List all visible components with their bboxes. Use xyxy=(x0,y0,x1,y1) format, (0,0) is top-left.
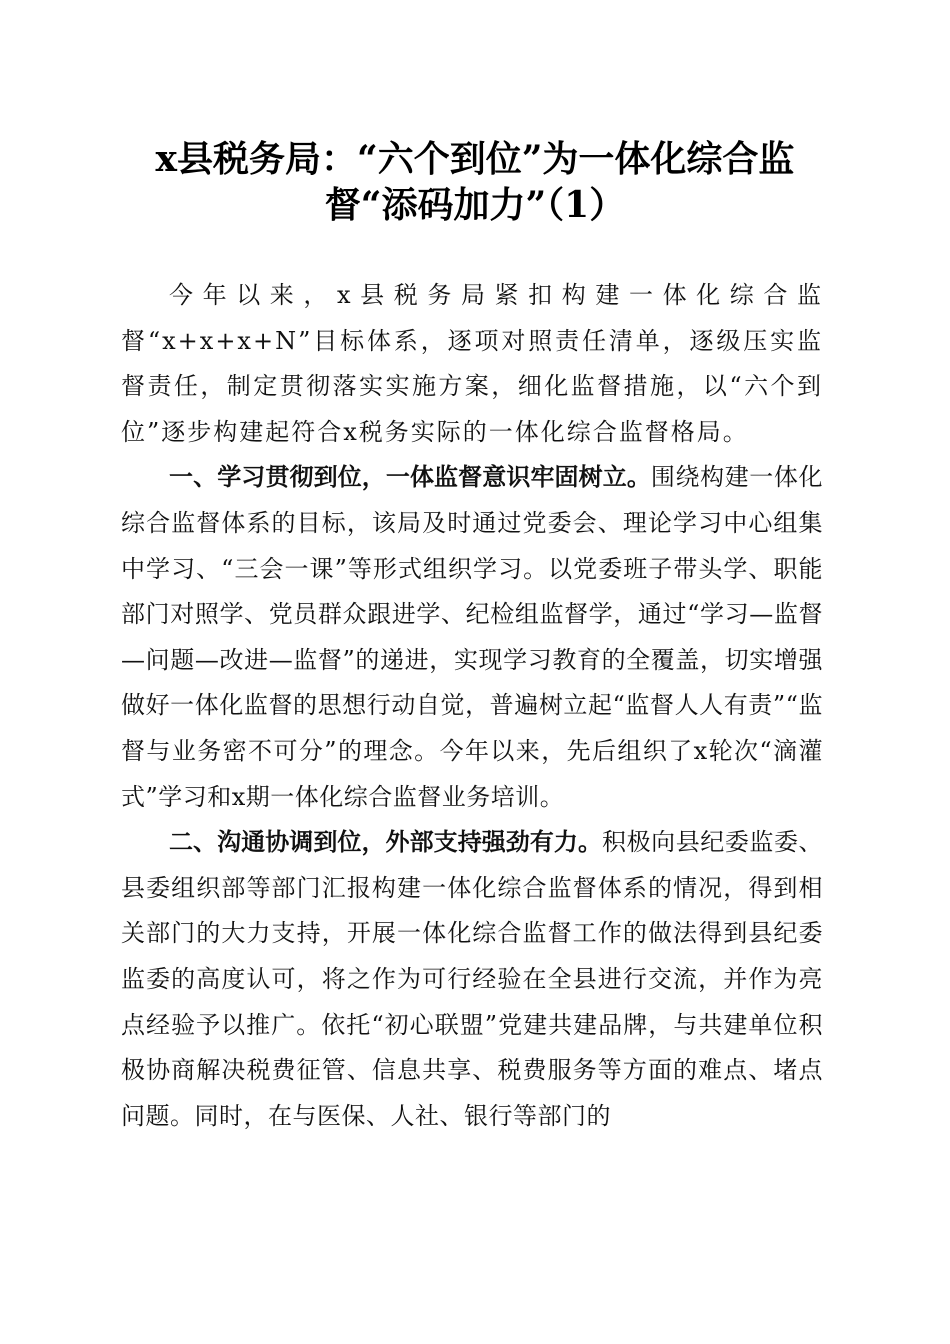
section-paragraph-2 xyxy=(121,820,823,1139)
section-paragraph-1 xyxy=(121,455,823,820)
document-body xyxy=(121,273,823,1139)
document-title xyxy=(110,136,840,228)
section-text-2: 积极向县纪委监委、县委组织部等部门汇报构建一体化综合监督体系的情况，得到相关部门的大力支持，开展一体化综合监督工作的做法得到县纪委监委的高度认可，将之作为可行经验在全县进行交流，并作为亮点经验予以推广。依托“初心联盟”党建共建品牌，与共建单位积极协商解决税费征管、信息共享、税费服务等方面的难点、堵点问题。同时，在与医保、人社、银行等部门的 xyxy=(121,828,824,1130)
section-heading-1: 一、学习贯彻到位，一体监督意识牢固树立。 xyxy=(169,463,651,492)
title-line-2: 督“添码加力”（1） xyxy=(324,184,626,226)
section-text-1: 围绕构建一体化综合监督体系的目标，该局及时通过党委会、理论学习中心组集中学习、“三会一课”等形式组织学习。以党委班子带头学、职能部门对照学、党员群众跟进学、纪检组监督学，通过“学习—监督—问题—改进—监督”的递进，实现学习教育的全覆盖，切实增强做好一体化监督的思想行动自觉，普遍树立起“监督人人有责”“监督与业务密不可分”的理念。今年以来，先后组织了x轮次“滴灌式”学习和x期一体化综合监督业务培训。 xyxy=(121,463,823,811)
section-heading-2: 二、沟通协调到位，外部支持强劲有力。 xyxy=(169,828,603,857)
title-line-1: x县税务局：“六个到位”为一体化综合监 xyxy=(155,138,795,180)
intro-paragraph: 今年以来，x县税务局紧扣构建一体化综合监督“x+x+x+N”目标体系，逐项对照责任清单，逐级压实监督责任，制定贯彻落实实施方案，细化监督措施，以“六个到位”逐步构建起符合x税务实际的一体化综合监督格局。 xyxy=(121,281,823,446)
